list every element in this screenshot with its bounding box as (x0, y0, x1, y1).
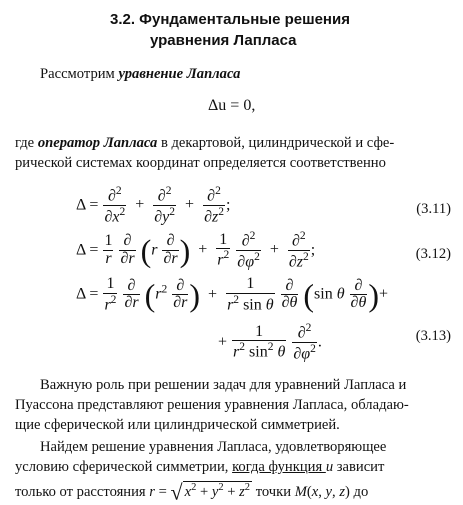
para1-line3: щие сферической или цилиндрической симметрией. (15, 417, 340, 433)
equation-spherical-part1: Δ = $\frac{1}{r^2}$ ∂ ∂r ($r^2$ ∂ ∂r ) + $\frac{1}{r^2 \sin \theta}$ ∂ ∂θ (sin θ ∂ ∂θ )+ (76, 275, 388, 314)
operator-text-line1 (15, 136, 394, 151)
equation-number-3-11: (3.11) (416, 201, 451, 217)
para2-line2-a: условию сферической симметрии, (15, 459, 233, 475)
point-m: M (294, 483, 307, 500)
equation-number-3-12: (3.12) (415, 246, 451, 262)
radius-sqrt: $x^2 + y^2 + z^2$ (184, 482, 251, 500)
para2-u-symbol: u (325, 459, 334, 475)
para2-line2-c: зависит (333, 459, 385, 475)
intro-prefix: Рассмотрим (40, 66, 119, 82)
para1-line2: Пуассона представляют решения уравнения Лапласа, обладаю- (15, 397, 409, 413)
equation-cartesian: Δ = $\frac{\partial^2}{\partial x^2}$ + $\frac{\partial^2}{\partial y^2}$ + $\frac{\partial^2}{\partial z^2}$ ; (76, 185, 231, 226)
intro-emphasis: уравнение Лапласа (118, 66, 241, 82)
para1-line1: Важную роль при решении задач для уравнений Лапласа и (40, 377, 407, 393)
para2-line2-underlined: когда функция (232, 459, 326, 475)
para2-line2 (15, 460, 384, 475)
operator-emphasis: оператор Лапласа (37, 135, 158, 151)
section-heading-line1: 3.2. Фундаментальные решения (110, 11, 350, 28)
operator-text-line2: рической системах координат определяется соответственно (15, 155, 386, 171)
operator-rest: в декартовой, цилиндрической и сфе- (157, 135, 395, 151)
equation-number-3-13: (3.13) (415, 328, 451, 344)
para2-line3-a: только от расстояния (15, 483, 150, 500)
radius-formula: r (149, 483, 155, 500)
para2-line3-c: до (349, 483, 369, 500)
para2-line3-b: точки (252, 483, 295, 500)
section-heading-line2: уравнения Лапласа (150, 32, 297, 49)
equation-spherical-part2: + $\frac{1}{r^2 \sin^2 \theta}$ $\frac{\partial^2}{\partial\varphi^2}$ . (218, 322, 322, 363)
laplace-equation: Δu = 0, (208, 97, 256, 114)
para2-line3: только от расстояния r = √ $x^2 + y^2 + z^2$ точки M(x, y, z) до (15, 479, 369, 505)
operator-prefix: где (15, 135, 38, 151)
para2-line1: Найдем решение уравнения Лапласа, удовлетворяющее (40, 439, 387, 455)
intro-sentence (40, 67, 240, 82)
equation-cylindrical: Δ = $\frac{1}{r}$ ∂ ∂r (r ∂ ∂r ) + $\frac{1}{r^2}$ $\frac{\partial^2}{\partial\varphi^2}$ + $\frac{\partial^2}{\partial z^2}$ ; (76, 230, 316, 271)
